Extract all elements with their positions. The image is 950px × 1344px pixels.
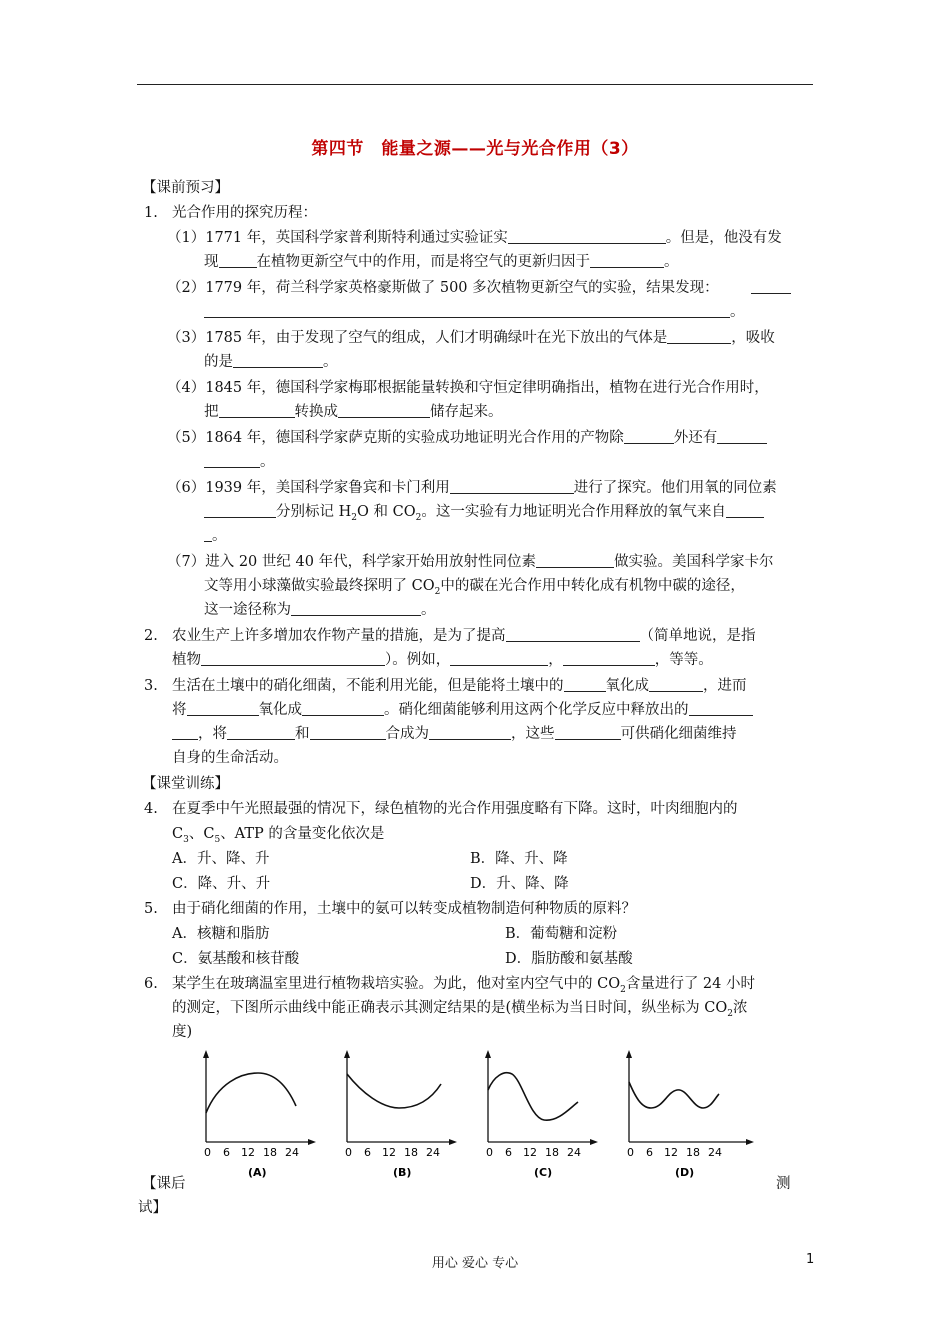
q1-number: 1.: [144, 205, 158, 221]
subscript: 5: [214, 834, 221, 845]
tick-6: 6: [505, 1146, 512, 1159]
q4-c-symbol: C: [172, 826, 184, 842]
q5-line1: 由于硝化细菌的作用，土壤中的氨可以转变成植物制造何种物质的原料？: [172, 901, 636, 917]
answer-blank[interactable]: [717, 429, 767, 444]
q3-line3: [172, 724, 737, 744]
q2-line2: [172, 650, 713, 670]
answer-blank[interactable]: [204, 303, 730, 318]
q1-item4-text-b: 把: [204, 404, 219, 420]
q2-line1: [172, 626, 756, 646]
answer-blank[interactable]: [172, 725, 198, 740]
q2-text-b: （简单地说，是指: [639, 628, 756, 644]
q1-item1-text-c: 现: [204, 254, 219, 270]
q1-item7-text-b: 做实验。美国科学家卡尔: [614, 554, 774, 570]
q2-text-f: ，等等。: [654, 652, 713, 668]
tick-0: 0: [345, 1146, 352, 1159]
answer-blank[interactable]: [563, 651, 655, 666]
q4-option-d[interactable]: D．升、降、降: [470, 876, 569, 892]
q1-item6-line2: [204, 502, 764, 528]
graph-c: [478, 1048, 598, 1178]
subscript: 2: [351, 512, 357, 523]
q1-item2-line2: [204, 302, 745, 322]
q5-option-b[interactable]: B．葡萄糖和淀粉: [505, 926, 618, 942]
subscript: 2: [620, 984, 626, 995]
q1-item5-text-a: （5）1864 年，德国科学家萨克斯的实验成功地证明光合作用的产物除: [167, 430, 624, 446]
q1-item4-line1: （4）1845 年，德国科学家梅耶根据能量转换和守恒定律明确指出，植物在进行光合作用时，: [167, 380, 769, 396]
q6-text-a: 某学生在玻璃温室里进行植物栽培实验。为此，他对室内空气中的 CO: [172, 976, 621, 992]
q3-line2: [172, 700, 753, 720]
answer-blank[interactable]: [667, 329, 731, 344]
q3-text-d: 将: [172, 702, 187, 718]
q1-item7-text-c: 文等用小球藻做实验最终探明了 CO: [204, 578, 435, 594]
answer-blank[interactable]: [204, 453, 260, 468]
graph-label-b: (B): [393, 1166, 412, 1178]
q1-item2-line1: [167, 278, 791, 298]
q3-line4: 自身的生命活动。: [172, 750, 288, 766]
q6-line2: [172, 998, 747, 1024]
q5-number: 5.: [144, 901, 158, 917]
answer-blank[interactable]: [429, 725, 511, 740]
tick-12: 12: [382, 1146, 396, 1159]
q3-line1: [172, 676, 747, 696]
q2-text-e: ，: [548, 652, 563, 668]
tick-18: 18: [263, 1146, 277, 1159]
q6-number: 6.: [144, 976, 158, 992]
page-title: 第四节 能量之源——光与光合作用（3）: [311, 139, 639, 159]
q1-item4-line2: [204, 402, 503, 422]
curve-c: [488, 1073, 578, 1120]
section-after-b: 测: [776, 1176, 791, 1192]
q1-item1-text-d: 在植物更新空气中的作用，而是将空气的更新归因于: [256, 254, 590, 270]
curve-d: [629, 1082, 719, 1108]
q4-option-b[interactable]: B．降、升、降: [470, 851, 568, 867]
answer-blank[interactable]: [450, 479, 574, 494]
tick-6: 6: [364, 1146, 371, 1159]
q3-text-g: ，将: [198, 726, 227, 742]
tick-0: 0: [204, 1146, 211, 1159]
q6-line3: 度): [172, 1024, 193, 1040]
q1-item7-line2: [204, 576, 745, 602]
q5-option-d[interactable]: D．脂肪酸和氨基酸: [505, 951, 633, 967]
tick-24: 24: [426, 1146, 440, 1159]
q1-item5-text-c: 。: [260, 454, 275, 470]
q3-text-c: ，进而: [703, 678, 747, 694]
q5-option-a[interactable]: A．核糖和脂肪: [172, 926, 270, 942]
tick-0: 0: [486, 1146, 493, 1159]
tick-12: 12: [241, 1146, 255, 1159]
q4-c-symbol: 、C: [188, 826, 215, 842]
q1-item5-line2: [204, 452, 275, 472]
q4-number: 4.: [144, 801, 158, 817]
graph-a: [196, 1048, 316, 1178]
graph-label-c: (C): [534, 1166, 553, 1178]
answer-blank[interactable]: [291, 601, 421, 616]
q1-item4-text-c: 转换成: [294, 404, 338, 420]
subscript: 2: [434, 586, 441, 597]
q1-stem: 光合作用的探究历程：: [172, 205, 317, 221]
q4-line1: 在夏季中午光照最强的情况下，绿色植物的光合作用强度略有下降。这时，叶肉细胞内的: [172, 801, 738, 817]
footer-motto: 用心 爱心 专心: [431, 1256, 519, 1271]
curve-b: [347, 1074, 441, 1108]
answer-blank[interactable]: [508, 229, 666, 244]
section-after-c: 试】: [138, 1200, 167, 1216]
q1-item7-text-e: 这一途径称为: [204, 602, 291, 618]
q2-text-c: 植物: [172, 652, 201, 668]
q3-text-i: 合成为: [385, 726, 429, 742]
q3-text-f: 。硝化细菌能够利用这两个化学反应中释放出的: [384, 702, 689, 718]
answer-blank[interactable]: [590, 253, 664, 268]
q3-text-a: 生活在土壤中的硝化细菌，不能利用光能，但是能将土壤中的: [172, 678, 564, 694]
q1-item3-line2: [204, 352, 338, 372]
tick-24: 24: [285, 1146, 299, 1159]
q1-item3-text-d: 。: [323, 354, 338, 370]
subscript: 2: [727, 1008, 733, 1019]
graph-label-d: (D): [675, 1166, 695, 1178]
q4-option-c[interactable]: C．降、升、升: [172, 876, 271, 892]
answer-blank[interactable]: [726, 503, 764, 518]
subscript: 3: [183, 834, 189, 845]
q3-text-k: 可供硝化细菌维持: [620, 726, 737, 742]
q5-option-c[interactable]: C．氨基酸和核苷酸: [172, 951, 300, 967]
answer-blank[interactable]: [564, 677, 606, 692]
q1-item7-line1: [167, 552, 774, 572]
q1-item3-text-a: （3）1785 年，由于发现了空气的组成，人们才明确绿叶在光下放出的气体是: [167, 330, 668, 346]
answer-blank[interactable]: [536, 553, 614, 568]
tick-24: 24: [567, 1146, 581, 1159]
answer-blank[interactable]: [227, 725, 295, 740]
q1-item6-text-b: 进行了探究。他们用氧的同位素: [573, 480, 777, 496]
q1-item1-line2: [204, 252, 679, 272]
q1-item6-text-d: O 和 CO: [357, 504, 416, 520]
answer-blank[interactable]: [689, 701, 753, 716]
q1-item7-text-d: 中的碳在光合作用中转化成有机物中碳的途径，: [440, 578, 745, 594]
q3-text-e: 氧化成: [258, 702, 302, 718]
answer-blank[interactable]: [751, 279, 791, 294]
q1-item6-line3: [204, 526, 227, 546]
q1-item2-text-a: （2）1779 年，荷兰科学家英格豪斯做了 500 多次植物更新空气的实验，结果发现：: [167, 280, 719, 296]
q1-item7-text-a: （7）进入 20 世纪 40 年代，科学家开始用放射性同位素: [167, 554, 537, 570]
q1-item1-text-e: 。: [664, 254, 679, 270]
answer-blank[interactable]: [201, 651, 385, 666]
q1-item3-line1: [167, 328, 775, 348]
tick-24: 24: [708, 1146, 722, 1159]
q2-text-a: 农业生产上许多增加农作物产量的措施，是为了提高: [172, 628, 506, 644]
answer-blank[interactable]: [506, 627, 640, 642]
tick-6: 6: [646, 1146, 653, 1159]
answer-blank[interactable]: [450, 651, 548, 666]
q1-item5-line1: [167, 428, 767, 448]
q4-text: 、ATP 的含量变化依次是: [220, 826, 385, 842]
q4-line2: [172, 824, 384, 850]
q6-text-b: 含量进行了 24 小时: [625, 976, 755, 992]
q1-item1-text-a: （1）1771 年，英国科学家普利斯特利通过实验证实: [167, 230, 508, 246]
q1-item6-text-a: （6）1939 年，美国科学家鲁宾和卡门利用: [167, 480, 450, 496]
q1-item1-text-b: 。但是，他没有发: [665, 230, 782, 246]
answer-blank[interactable]: [233, 353, 323, 368]
curve-a: [206, 1073, 296, 1113]
subscript: 2: [415, 512, 422, 523]
tick-0: 0: [627, 1146, 634, 1159]
q3-text-j: ，这些: [511, 726, 555, 742]
tick-18: 18: [686, 1146, 700, 1159]
graph-d: [619, 1048, 754, 1178]
answer-blank[interactable]: [624, 429, 674, 444]
q3-number: 3.: [144, 678, 158, 694]
page-number: 1: [806, 1252, 815, 1267]
answer-blank[interactable]: [219, 403, 295, 418]
section-classroom: 【课堂训练】: [142, 776, 229, 792]
q1-item4-text-d: 储存起来。: [430, 404, 503, 420]
q1-item6-text-e: 。这一实验有力地证明光合作用释放的氧气来自: [421, 504, 726, 520]
tick-18: 18: [404, 1146, 418, 1159]
answer-blank[interactable]: [204, 503, 276, 518]
q1-item6-text-c: 分别标记 H: [276, 504, 352, 520]
section-after-a: 【课后: [142, 1176, 186, 1192]
answer-blank[interactable]: [555, 725, 621, 740]
section-preview: 【课前预习】: [142, 180, 229, 196]
q1-item6-text-f: 。: [212, 528, 227, 544]
tick-6: 6: [223, 1146, 230, 1159]
tick-12: 12: [523, 1146, 537, 1159]
q1-item1-line1: [167, 228, 782, 248]
q1-item5-text-b: 外还有: [673, 430, 718, 446]
graph-b: [337, 1048, 457, 1178]
q1-item3-text-b: ，吸收: [731, 330, 775, 346]
answer-blank[interactable]: [302, 701, 384, 716]
header-rule: [137, 84, 813, 85]
q1-item7-text-f: 。: [421, 602, 436, 618]
q6-text-d: 浓: [732, 1000, 748, 1016]
q6-text-c: 的测定，下图所示曲线中能正确表示其测定结果的是(横坐标为当日时间，纵坐标为 CO: [172, 1000, 728, 1016]
tick-12: 12: [664, 1146, 678, 1159]
q2-number: 2.: [144, 628, 158, 644]
q1-item6-line1: [167, 478, 777, 498]
q6-line1: [172, 974, 755, 1000]
q1-item7-line3: [204, 600, 436, 620]
answer-blank[interactable]: [338, 403, 430, 418]
q1-item2-text-b: 。: [730, 304, 745, 320]
answer-blank[interactable]: [219, 253, 257, 268]
answer-blank[interactable]: [649, 677, 703, 692]
q3-text-b: 氧化成: [605, 678, 649, 694]
q3-text-h: 和: [295, 726, 310, 742]
answer-blank[interactable]: [204, 527, 212, 542]
q2-text-d: ）。例如，: [385, 652, 451, 668]
q4-option-a[interactable]: A．升、降、升: [172, 851, 270, 867]
tick-18: 18: [545, 1146, 559, 1159]
answer-blank[interactable]: [187, 701, 259, 716]
graph-label-a: (A): [248, 1166, 267, 1178]
q1-item3-text-c: 的是: [204, 354, 233, 370]
answer-blank[interactable]: [310, 725, 386, 740]
